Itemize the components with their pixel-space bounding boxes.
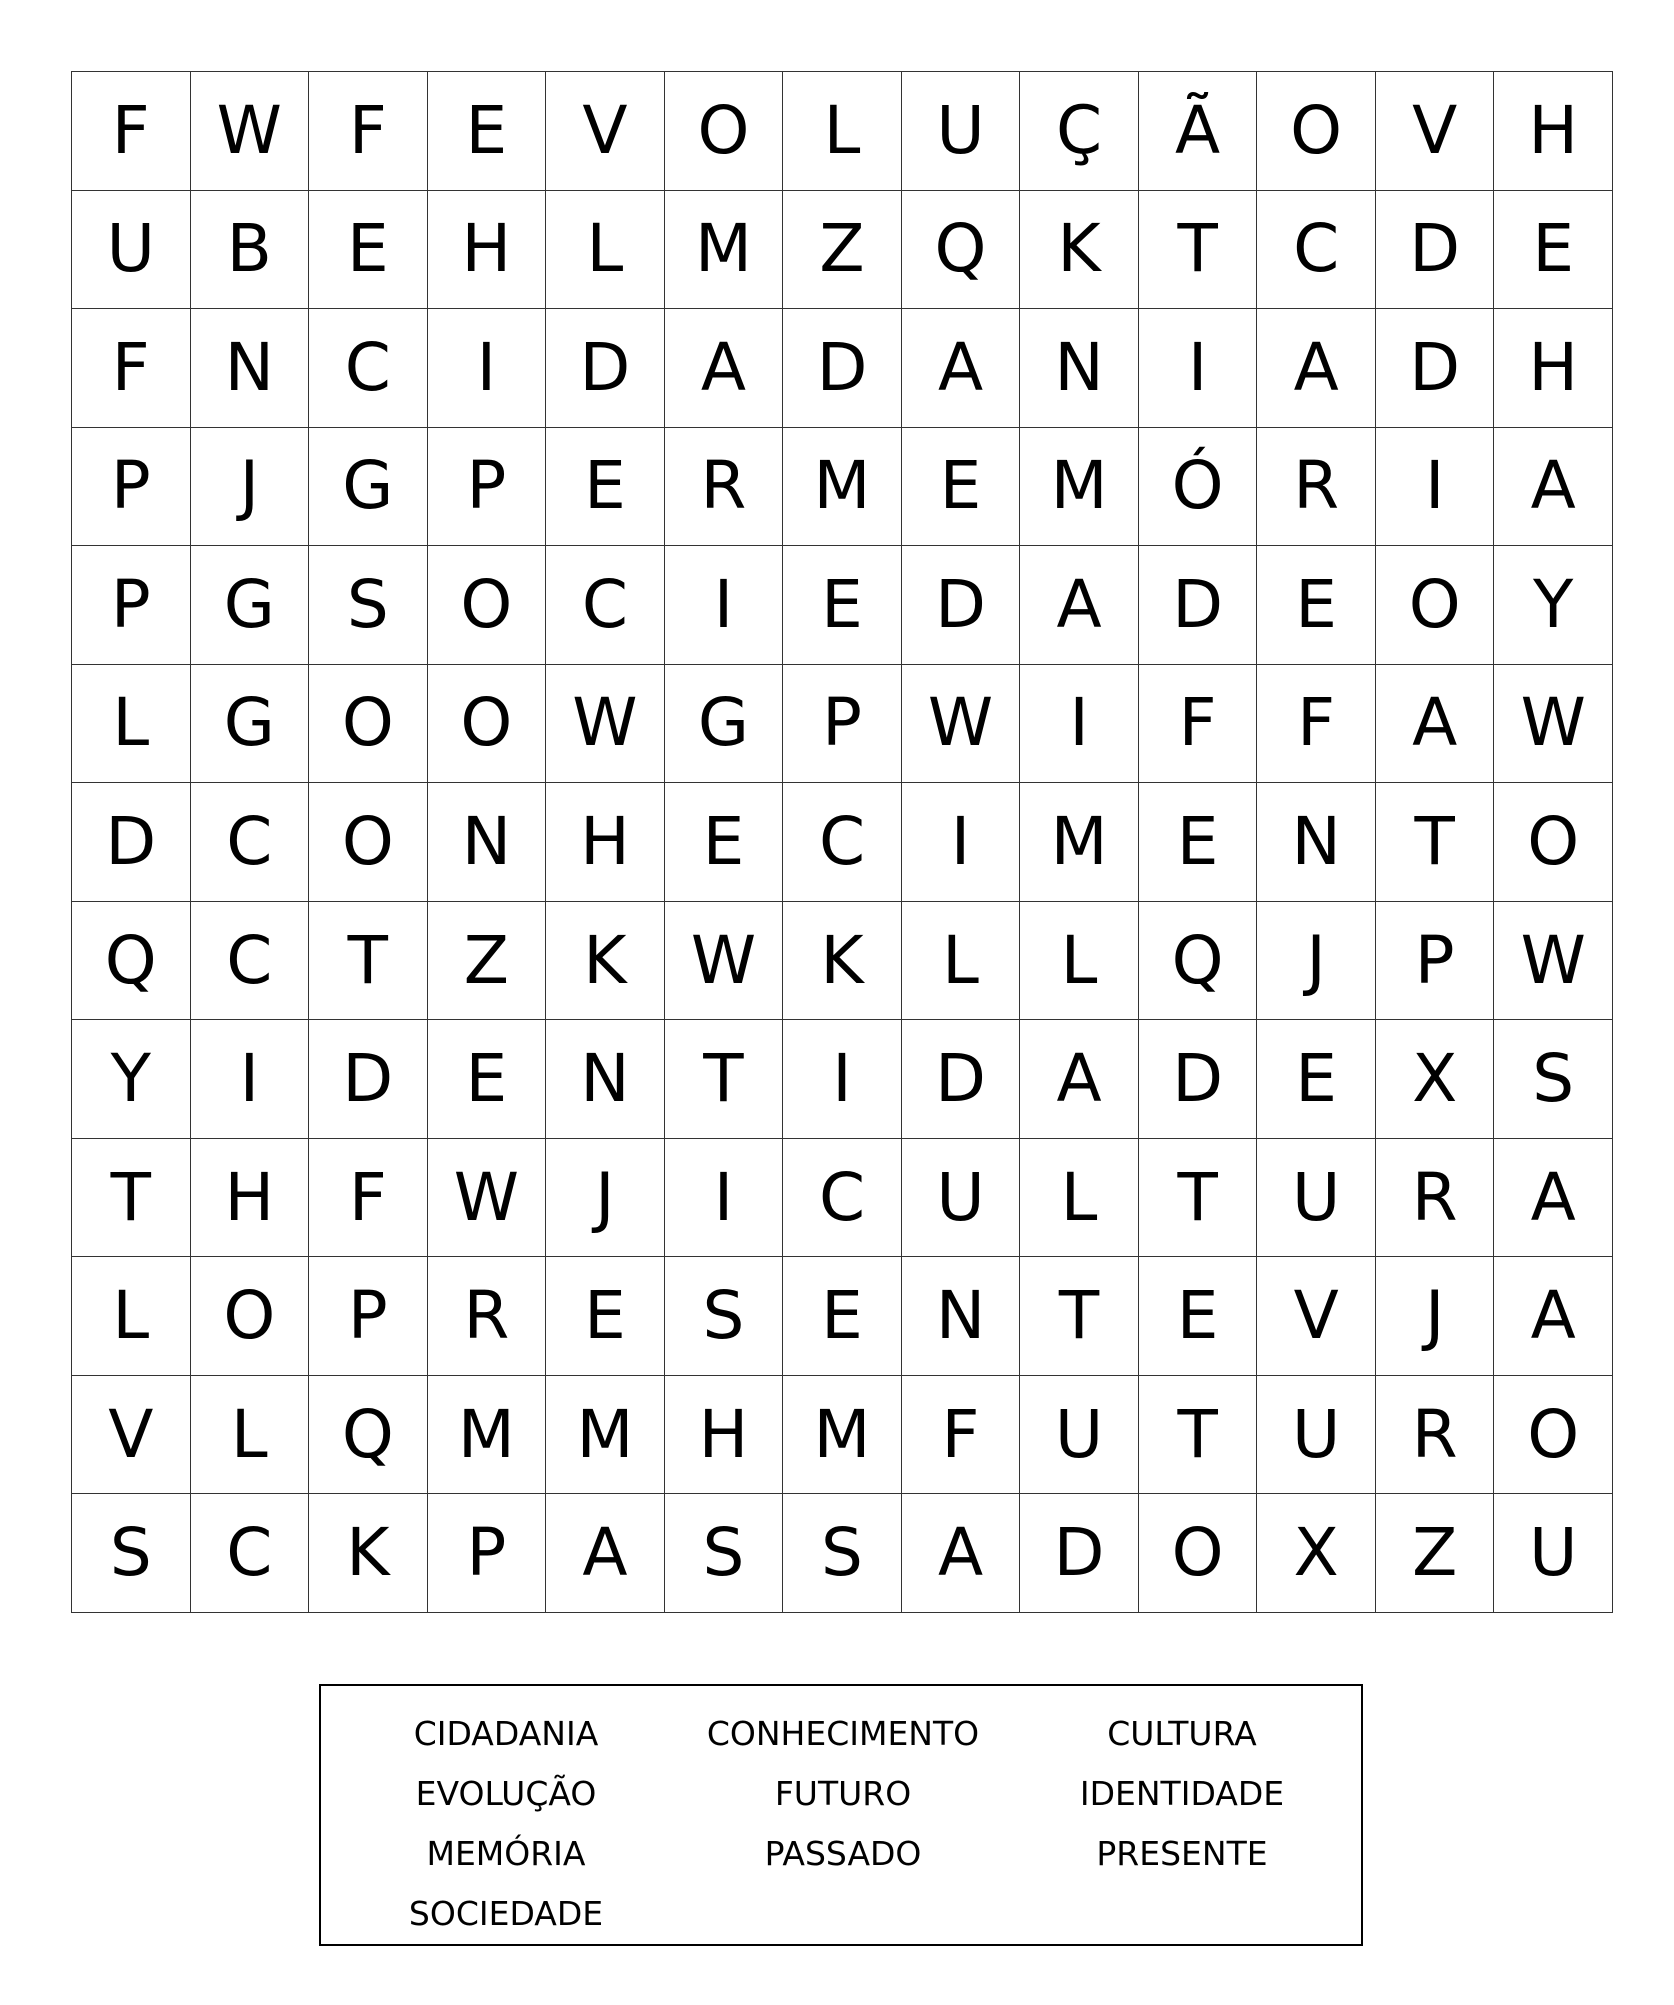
grid-cell[interactable]: K <box>546 902 665 1021</box>
grid-cell[interactable]: P <box>428 1494 547 1613</box>
grid-cell[interactable]: E <box>428 72 547 191</box>
grid-cell[interactable]: V <box>72 1376 191 1495</box>
grid-cell[interactable]: Ç <box>1020 72 1139 191</box>
grid-cell[interactable]: C <box>783 783 902 902</box>
grid-cell[interactable]: F <box>72 309 191 428</box>
grid-cell[interactable]: N <box>546 1020 665 1139</box>
grid-cell[interactable]: E <box>546 1257 665 1376</box>
grid-cell[interactable]: E <box>1257 1020 1376 1139</box>
grid-cell[interactable]: I <box>1020 665 1139 784</box>
grid-cell[interactable]: V <box>1257 1257 1376 1376</box>
grid-cell[interactable]: W <box>1494 902 1613 1021</box>
grid-cell[interactable]: D <box>902 1020 1021 1139</box>
grid-cell[interactable]: U <box>902 72 1021 191</box>
grid-cell[interactable]: T <box>1376 783 1495 902</box>
grid-cell[interactable]: Ã <box>1139 72 1258 191</box>
grid-cell[interactable]: W <box>546 665 665 784</box>
grid-cell[interactable]: Q <box>1139 902 1258 1021</box>
grid-cell[interactable]: O <box>1139 1494 1258 1613</box>
grid-cell[interactable]: F <box>309 72 428 191</box>
grid-cell[interactable]: V <box>1376 72 1495 191</box>
grid-cell[interactable]: M <box>1020 428 1139 547</box>
grid-cell[interactable]: C <box>309 309 428 428</box>
grid-cell[interactable]: I <box>1376 428 1495 547</box>
grid-cell[interactable]: C <box>546 546 665 665</box>
grid-cell[interactable]: Y <box>1494 546 1613 665</box>
grid-cell[interactable]: P <box>428 428 547 547</box>
grid-cell[interactable]: A <box>1257 309 1376 428</box>
grid-cell[interactable]: W <box>1494 665 1613 784</box>
grid-cell[interactable]: D <box>546 309 665 428</box>
grid-cell[interactable]: M <box>546 1376 665 1495</box>
grid-cell[interactable]: M <box>428 1376 547 1495</box>
grid-cell[interactable]: E <box>1139 783 1258 902</box>
grid-cell[interactable]: L <box>546 191 665 310</box>
grid-cell[interactable]: C <box>783 1139 902 1258</box>
grid-cell[interactable]: E <box>783 1257 902 1376</box>
word-bank-column <box>341 1704 671 1944</box>
grid-cell[interactable]: U <box>1494 1494 1613 1613</box>
grid-cell[interactable]: O <box>428 546 547 665</box>
grid-cell[interactable]: G <box>309 428 428 547</box>
grid-cell[interactable]: P <box>72 428 191 547</box>
grid-cell[interactable]: D <box>783 309 902 428</box>
grid-cell[interactable]: D <box>309 1020 428 1139</box>
grid-cell[interactable]: U <box>902 1139 1021 1258</box>
word-bank-item: CULTURA <box>1107 1714 1257 1753</box>
grid-cell[interactable]: T <box>1139 191 1258 310</box>
grid-cell[interactable]: M <box>783 1376 902 1495</box>
grid-cell[interactable]: E <box>1257 546 1376 665</box>
grid-cell[interactable]: G <box>191 546 310 665</box>
grid-cell[interactable]: Q <box>902 191 1021 310</box>
grid-cell[interactable]: O <box>428 665 547 784</box>
grid-cell[interactable]: I <box>428 309 547 428</box>
grid-cell[interactable]: T <box>1020 1257 1139 1376</box>
grid-cell[interactable]: G <box>191 665 310 784</box>
grid-cell[interactable]: H <box>1494 72 1613 191</box>
grid-cell[interactable]: Q <box>309 1376 428 1495</box>
grid-cell[interactable]: C <box>1257 191 1376 310</box>
word-bank-item: EVOLUÇÃO <box>415 1774 597 1813</box>
grid-cell[interactable]: O <box>1494 783 1613 902</box>
grid-cell[interactable]: T <box>1139 1139 1258 1258</box>
grid-cell[interactable]: E <box>783 546 902 665</box>
grid-cell[interactable]: N <box>1020 309 1139 428</box>
grid-cell[interactable]: L <box>72 1257 191 1376</box>
grid-cell[interactable]: E <box>546 428 665 547</box>
grid-cell[interactable]: R <box>1376 1139 1495 1258</box>
grid-cell[interactable]: D <box>72 783 191 902</box>
grid-cell[interactable]: A <box>1020 1020 1139 1139</box>
grid-cell[interactable]: R <box>1257 428 1376 547</box>
grid-cell[interactable]: F <box>72 72 191 191</box>
grid-cell[interactable]: V <box>546 72 665 191</box>
grid-cell[interactable]: T <box>72 1139 191 1258</box>
grid-cell[interactable]: S <box>309 546 428 665</box>
grid-cell[interactable]: I <box>1139 309 1258 428</box>
grid-cell[interactable]: O <box>665 72 784 191</box>
grid-cell[interactable]: F <box>902 1376 1021 1495</box>
grid-cell[interactable]: P <box>783 665 902 784</box>
word-bank-item: PASSADO <box>764 1834 922 1873</box>
grid-cell[interactable]: D <box>902 546 1021 665</box>
grid-cell[interactable]: R <box>1376 1376 1495 1495</box>
grid-cell[interactable]: L <box>902 902 1021 1021</box>
grid-cell[interactable]: X <box>1257 1494 1376 1613</box>
grid-cell[interactable]: A <box>1494 1257 1613 1376</box>
grid-cell[interactable]: A <box>546 1494 665 1613</box>
grid-cell[interactable]: L <box>191 1376 310 1495</box>
grid-cell[interactable]: K <box>783 902 902 1021</box>
word-bank-item: CIDADANIA <box>413 1714 599 1753</box>
grid-cell[interactable]: F <box>1139 665 1258 784</box>
grid-cell[interactable]: S <box>665 1257 784 1376</box>
grid-cell[interactable]: X <box>1376 1020 1495 1139</box>
grid-cell[interactable]: C <box>191 783 310 902</box>
grid-cell[interactable]: J <box>1257 902 1376 1021</box>
grid-cell[interactable]: L <box>1020 1139 1139 1258</box>
grid-cell[interactable]: Z <box>1376 1494 1495 1613</box>
grid-cell[interactable]: L <box>783 72 902 191</box>
grid-cell[interactable]: O <box>309 783 428 902</box>
grid-cell[interactable]: W <box>665 902 784 1021</box>
word-bank-item: PRESENTE <box>1096 1834 1268 1873</box>
grid-cell[interactable]: H <box>1494 309 1613 428</box>
grid-cell[interactable]: K <box>1020 191 1139 310</box>
word-bank-item: SOCIEDADE <box>408 1894 604 1933</box>
word-bank-item: CONHECIMENTO <box>706 1714 980 1753</box>
grid-cell[interactable]: M <box>665 191 784 310</box>
grid-cell[interactable]: T <box>665 1020 784 1139</box>
grid-cell[interactable]: P <box>309 1257 428 1376</box>
grid-cell[interactable]: A <box>1376 665 1495 784</box>
grid-cell[interactable]: L <box>1020 902 1139 1021</box>
word-bank-item: MEMÓRIA <box>426 1834 586 1873</box>
grid-cell[interactable]: E <box>428 1020 547 1139</box>
grid-cell[interactable]: R <box>428 1257 547 1376</box>
grid-cell[interactable]: U <box>1257 1139 1376 1258</box>
grid-cell[interactable]: I <box>783 1020 902 1139</box>
grid-cell[interactable]: U <box>72 191 191 310</box>
grid-cell[interactable]: D <box>1376 191 1495 310</box>
word-bank-column <box>678 1704 1008 1884</box>
grid-cell[interactable]: C <box>191 1494 310 1613</box>
grid-cell[interactable]: M <box>783 428 902 547</box>
grid-cell[interactable]: H <box>546 783 665 902</box>
grid-cell[interactable]: N <box>1257 783 1376 902</box>
grid-cell[interactable]: O <box>309 665 428 784</box>
grid-cell[interactable]: D <box>1139 546 1258 665</box>
grid-cell[interactable]: F <box>1257 665 1376 784</box>
grid-cell[interactable]: J <box>1376 1257 1495 1376</box>
grid-cell[interactable]: G <box>665 665 784 784</box>
grid-cell[interactable]: H <box>428 191 547 310</box>
grid-cell[interactable]: T <box>1139 1376 1258 1495</box>
word-bank-item: FUTURO <box>774 1774 912 1813</box>
grid-cell[interactable]: S <box>783 1494 902 1613</box>
grid-cell[interactable]: Q <box>72 902 191 1021</box>
grid-cell[interactable]: N <box>428 783 547 902</box>
grid-cell[interactable]: S <box>72 1494 191 1613</box>
grid-cell[interactable]: W <box>902 665 1021 784</box>
grid-cell[interactable]: W <box>428 1139 547 1258</box>
grid-cell[interactable]: E <box>1139 1257 1258 1376</box>
grid-cell[interactable]: O <box>1494 1376 1613 1495</box>
grid-cell[interactable]: I <box>902 783 1021 902</box>
grid-cell[interactable]: R <box>665 428 784 547</box>
grid-cell[interactable]: A <box>665 309 784 428</box>
word-bank-item: IDENTIDADE <box>1079 1774 1285 1813</box>
grid-cell[interactable]: Z <box>783 191 902 310</box>
grid-cell[interactable]: Y <box>72 1020 191 1139</box>
grid-cell[interactable]: C <box>191 902 310 1021</box>
grid-cell[interactable]: E <box>309 191 428 310</box>
grid-cell[interactable]: O <box>1376 546 1495 665</box>
grid-cell[interactable]: W <box>191 72 310 191</box>
grid-cell[interactable]: D <box>1376 309 1495 428</box>
grid-cell[interactable]: P <box>1376 902 1495 1021</box>
grid-cell[interactable]: U <box>1257 1376 1376 1495</box>
grid-cell[interactable]: N <box>191 309 310 428</box>
grid-cell[interactable]: E <box>665 783 784 902</box>
grid-cell[interactable]: T <box>309 902 428 1021</box>
grid-cell[interactable]: S <box>1494 1020 1613 1139</box>
grid-cell[interactable]: I <box>191 1020 310 1139</box>
grid-cell[interactable]: D <box>1139 1020 1258 1139</box>
grid-cell[interactable]: P <box>72 546 191 665</box>
grid-cell[interactable]: Ó <box>1139 428 1258 547</box>
grid-cell[interactable]: I <box>665 546 784 665</box>
grid-cell[interactable]: A <box>902 1494 1021 1613</box>
grid-cell[interactable]: A <box>902 309 1021 428</box>
grid-cell[interactable]: A <box>1020 546 1139 665</box>
grid-cell[interactable]: O <box>191 1257 310 1376</box>
letter-grid <box>71 71 1613 1613</box>
grid-cell[interactable]: B <box>191 191 310 310</box>
word-bank-column <box>1017 1704 1347 1884</box>
grid-cell[interactable]: U <box>1020 1376 1139 1495</box>
grid-cell[interactable]: N <box>902 1257 1021 1376</box>
grid-cell[interactable]: E <box>902 428 1021 547</box>
grid-cell[interactable]: E <box>1494 191 1613 310</box>
grid-cell[interactable]: S <box>665 1494 784 1613</box>
grid-cell[interactable]: H <box>665 1376 784 1495</box>
grid-cell[interactable]: Z <box>428 902 547 1021</box>
grid-cell[interactable]: J <box>191 428 310 547</box>
grid-cell[interactable]: M <box>1020 783 1139 902</box>
grid-cell[interactable]: H <box>191 1139 310 1258</box>
grid-cell[interactable]: L <box>72 665 191 784</box>
grid-cell[interactable]: A <box>1494 428 1613 547</box>
grid-cell[interactable]: A <box>1494 1139 1613 1258</box>
grid-cell[interactable]: D <box>1020 1494 1139 1613</box>
grid-cell[interactable]: I <box>665 1139 784 1258</box>
grid-cell[interactable]: K <box>309 1494 428 1613</box>
grid-cell[interactable]: O <box>1257 72 1376 191</box>
grid-cell[interactable]: F <box>309 1139 428 1258</box>
grid-cell[interactable]: J <box>546 1139 665 1258</box>
word-bank <box>319 1684 1363 1946</box>
